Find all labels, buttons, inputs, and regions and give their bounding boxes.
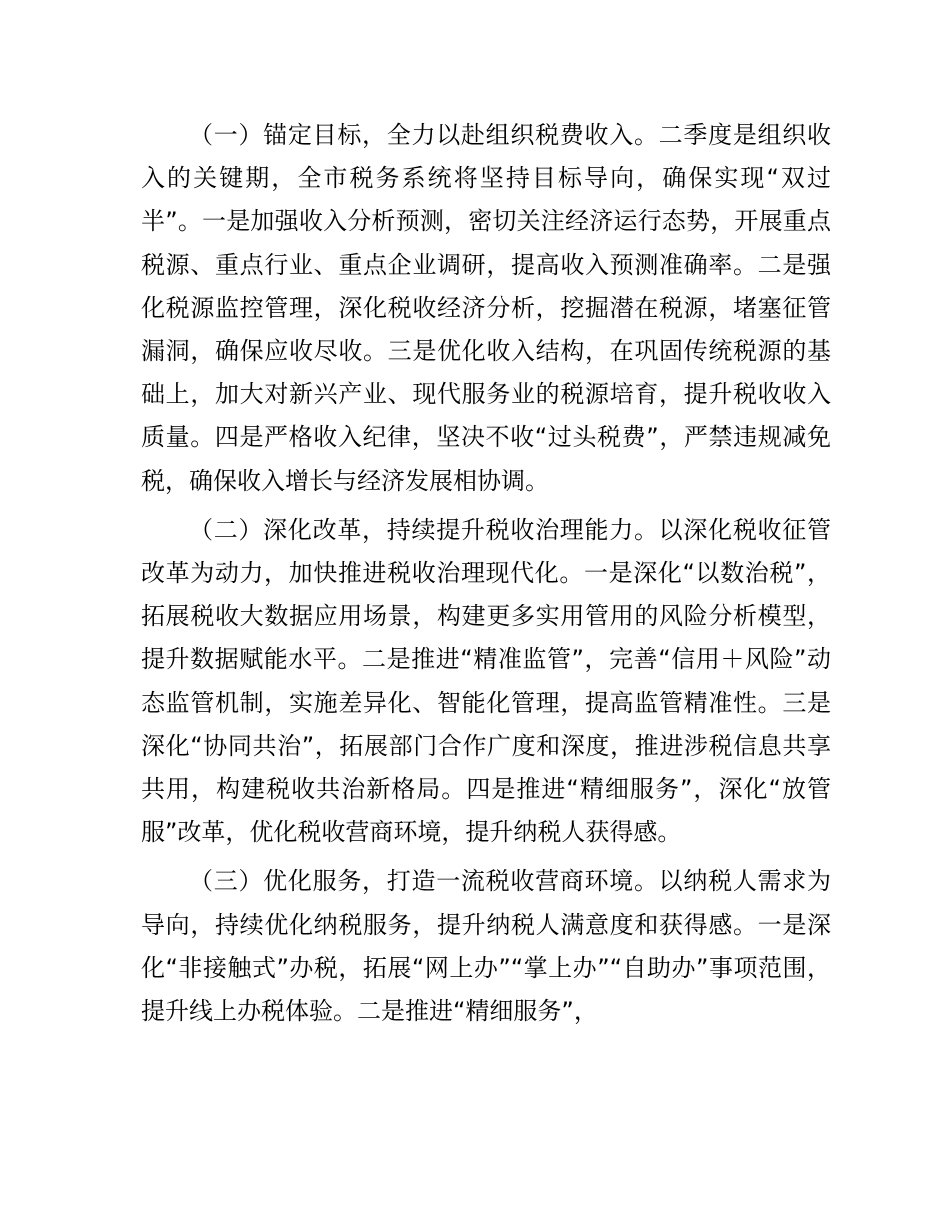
document-body: [141, 114, 831, 1033]
paragraph-1: （一）锚定目标，全力以赴组织税费收入。二季度是组织收入的关键期，全市税务系统将坚持目标导向，确保实现“双过半”。一是加强收入分析预测，密切关注经济运行态势，开展重点税源、重点行业、重点企业调研，提高收入预测准确率。二是强化税源监控管理，深化税收经济分析，挖掘潜在税源，堵塞征管漏洞，确保应收尽收。三是优化收入结构，在巩固传统税源的基础上，加大对新兴产业、现代服务业的税源培育，提升税收收入质量。四是严格收入纪律，坚决不收“过头税费”，严禁违规减免税，确保收入增长与经济发展相协调。: [141, 121, 831, 495]
paragraph-3: （三）优化服务，打造一流税收营商环境。以纳税人需求为导向，持续优化纳税服务，提升纳税人满意度和获得感。一是深化“非接触式”办税，拓展“网上办”“掌上办”“自助办”事项范围，提升线上办税体验。二是推进“精细服务”，: [141, 867, 831, 1026]
paragraph-2: （二）深化改革，持续提升税收治理能力。以深化税收征管改革为动力，加快推进税收治理现代化。一是深化“以数治税”，拓展税收大数据应用场景，构建更多实用管用的风险分析模型，提升数据赋能水平。二是推进“精准监管”，完善“信用＋风险”动态监管机制，实施差异化、智能化管理，提高监管精准性。三是深化“协同共治”，拓展部门合作广度和深度，推进涉税信息共享共用，构建税收共治新格局。四是推进“精细服务”，深化“放管服”改革，优化税收营商环境，提升纳税人获得感。: [141, 515, 831, 847]
